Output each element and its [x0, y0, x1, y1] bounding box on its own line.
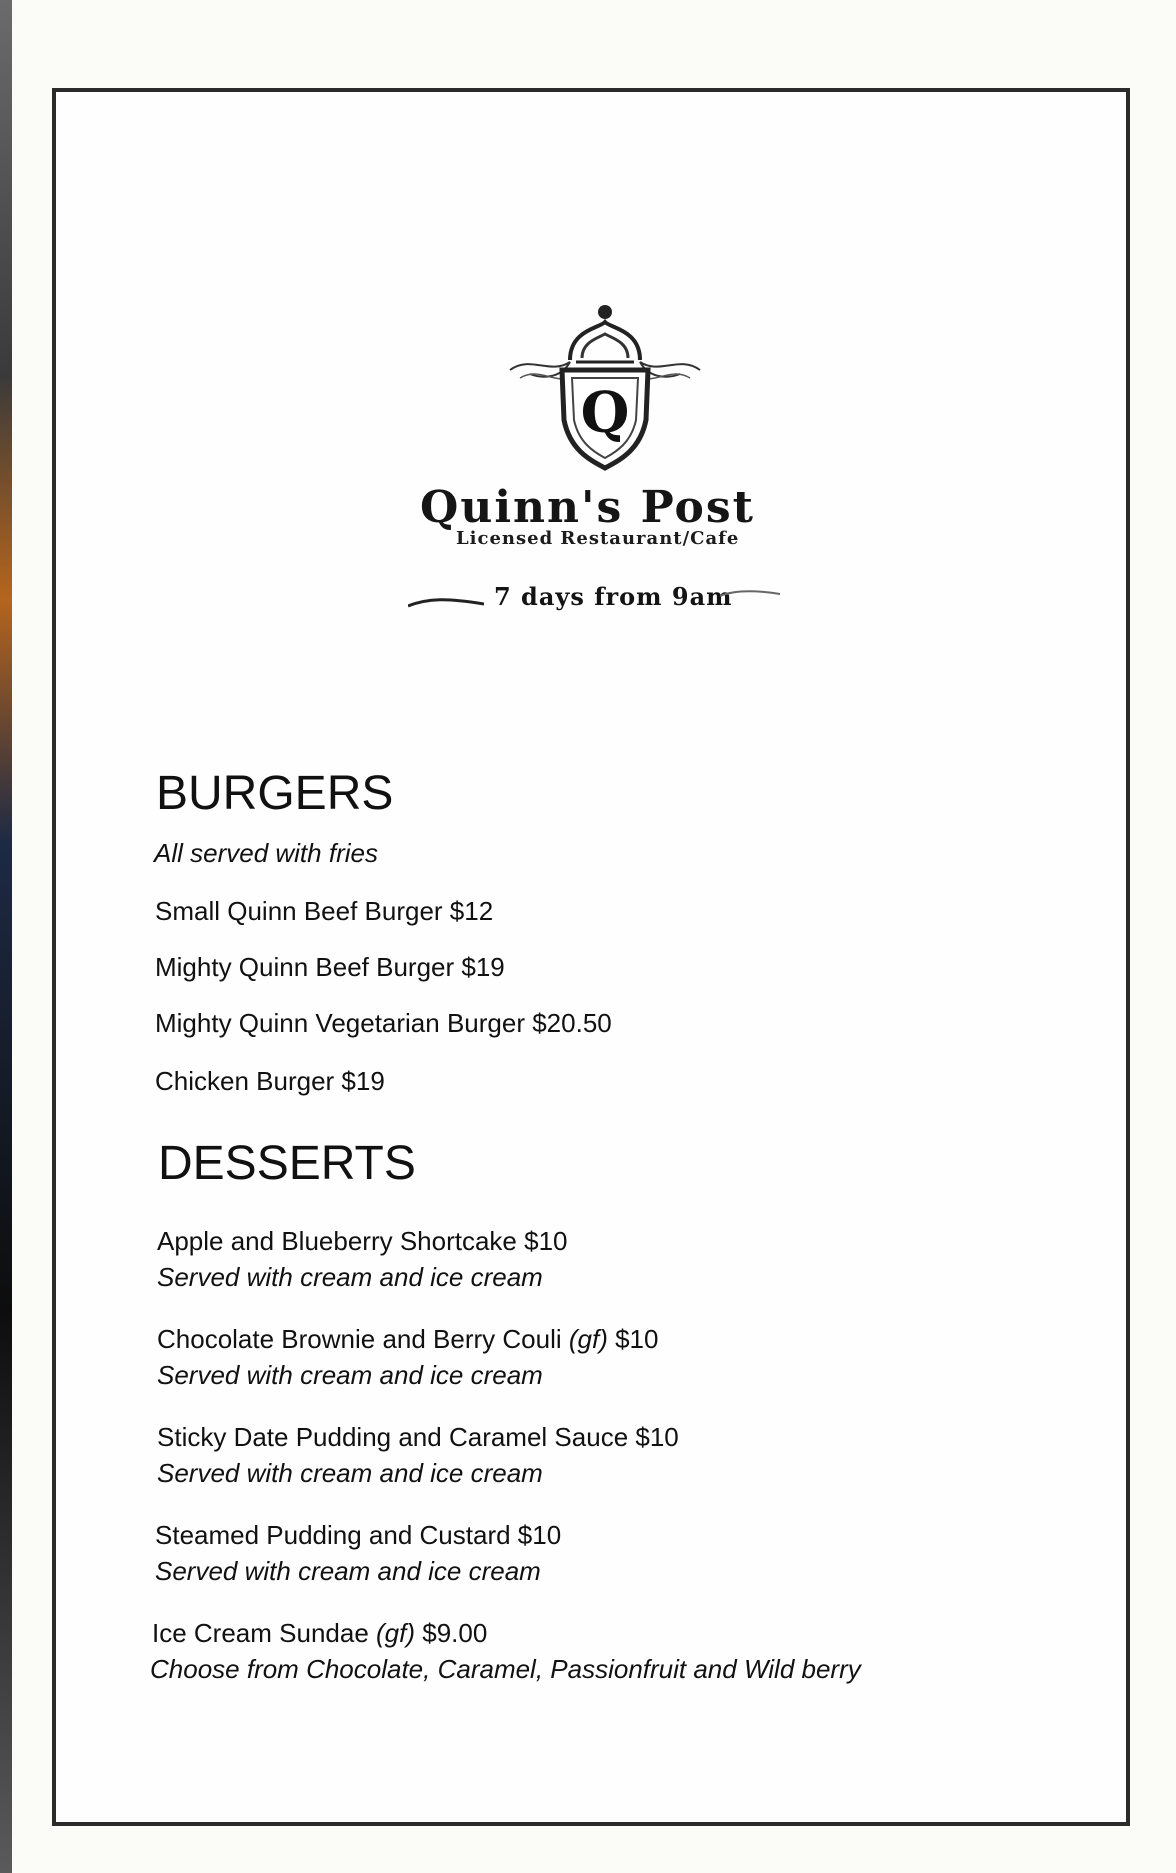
swash-left-icon	[408, 596, 484, 610]
dessert-item	[157, 1324, 658, 1355]
svg-text:Q: Q	[580, 380, 630, 446]
desserts-heading: DESSERTS	[158, 1137, 416, 1190]
hours-text: 7 days from 9am	[494, 582, 733, 611]
swash-right-icon	[720, 588, 780, 600]
burger-item: Chicken Burger $19	[155, 1066, 385, 1096]
dessert-item	[152, 1618, 487, 1649]
restaurant-subtitle: Licensed Restaurant/Cafe	[456, 528, 740, 549]
dessert-name: Chocolate Brownie and Berry Couli	[157, 1324, 569, 1354]
restaurant-name: Quinn's Post	[420, 482, 755, 533]
dessert-note: Served with cream and ice cream	[157, 1262, 543, 1292]
dessert-item: Apple and Blueberry Shortcake $10	[157, 1226, 568, 1256]
gluten-free-tag: (gf)	[376, 1618, 416, 1648]
burgers-note: All served with fries	[154, 838, 378, 868]
burger-item: Mighty Quinn Vegetarian Burger $20.50	[155, 1008, 612, 1038]
dessert-name: Ice Cream Sundae	[152, 1618, 377, 1648]
dessert-price: $10	[607, 1324, 659, 1354]
photo-edge-strip	[0, 0, 12, 1873]
dessert-price: $9.00	[415, 1618, 488, 1648]
dessert-note: Served with cream and ice cream	[157, 1458, 543, 1488]
opening-hours	[408, 578, 788, 618]
dessert-item: Sticky Date Pudding and Caramel Sauce $10	[157, 1422, 679, 1452]
gluten-free-tag: (gf)	[568, 1324, 608, 1354]
dessert-note: Served with cream and ice cream	[157, 1360, 543, 1390]
burger-item: Mighty Quinn Beef Burger $19	[155, 952, 505, 982]
dessert-item: Steamed Pudding and Custard $10	[155, 1520, 562, 1550]
dessert-note: Choose from Chocolate, Caramel, Passionfruit and Wild berry	[150, 1654, 861, 1684]
burger-item: Small Quinn Beef Burger $12	[155, 896, 494, 926]
burgers-heading: BURGERS	[156, 767, 394, 820]
crest-logo-icon	[500, 300, 710, 480]
dessert-note: Served with cream and ice cream	[155, 1556, 541, 1586]
